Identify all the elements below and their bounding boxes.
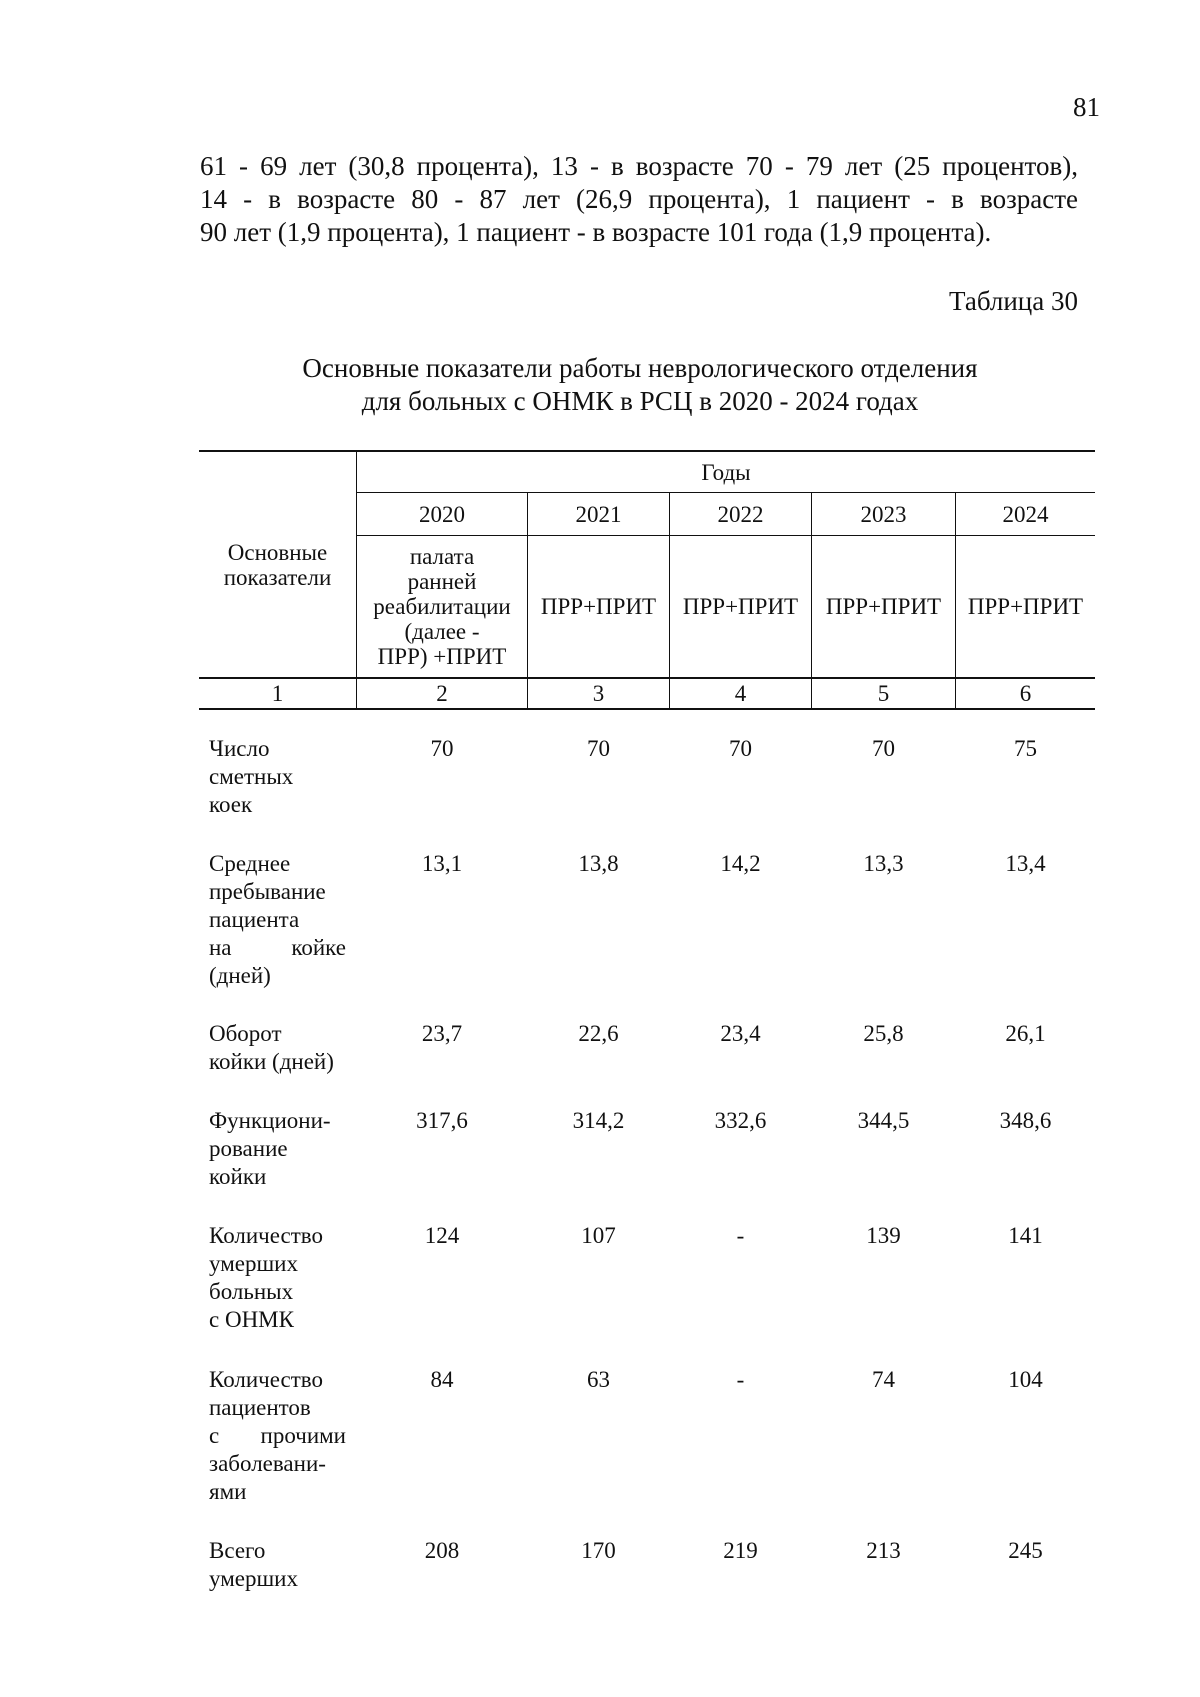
row-value: 13,8: [578, 851, 619, 876]
row-value: 25,8: [863, 1021, 904, 1046]
row-label-line: ями: [209, 1479, 247, 1504]
row-label-line: сметных: [209, 764, 294, 789]
row-value: 63: [587, 1367, 610, 1392]
row-label: [209, 850, 346, 990]
row-label-line: Число: [209, 736, 270, 761]
header-unit-line: реабилитации: [373, 594, 511, 619]
row-label: [209, 1366, 346, 1506]
row-label: [209, 1020, 346, 1076]
row-label-line: с прочими: [209, 1423, 346, 1448]
row-value: 22,6: [578, 1021, 619, 1046]
row-value: 70: [729, 736, 752, 761]
row-label-line: заболевани-: [209, 1451, 326, 1476]
row-label: [209, 1107, 346, 1191]
row-value: 13,3: [863, 851, 904, 876]
row-label-line: (дней): [209, 963, 271, 988]
row-value: 317,6: [416, 1108, 468, 1133]
col-number: 4: [734, 681, 747, 706]
row-value: 23,7: [421, 1021, 463, 1046]
header-unit-2020: [357, 536, 527, 677]
row-value: 219: [723, 1538, 758, 1563]
table-label: Таблица 30: [949, 286, 1078, 316]
row-label-line: на койке: [209, 935, 346, 960]
header-indicators-line: Основные: [227, 539, 328, 565]
header-indicators: [199, 452, 356, 677]
row-label-line: Количество: [209, 1367, 323, 1392]
row-value: 23,4: [720, 1021, 761, 1046]
row-value: 344,5: [857, 1108, 910, 1133]
header-unit-line: (далее -: [404, 619, 480, 644]
row-label-line: Функциони-: [209, 1108, 331, 1133]
row-value: 107: [581, 1223, 616, 1248]
row-value: 314,2: [572, 1108, 625, 1133]
header-years: Годы: [701, 459, 751, 485]
row-label-line: Количество: [209, 1223, 323, 1248]
row-label-line: умерших: [209, 1251, 298, 1276]
intro-line: 61 - 69 лет (30,8 процента), 13 - в возрасте 70 - 79 лет (25 процентов),: [200, 151, 1078, 181]
row-label-line: койки: [209, 1164, 267, 1189]
row-label-line: Среднее: [209, 851, 291, 876]
header-unit-2022: ПРР+ПРИТ: [682, 594, 799, 619]
row-label-line: пациентов: [209, 1395, 311, 1420]
row-value: 124: [424, 1223, 460, 1248]
intro-paragraph: [200, 150, 1078, 249]
row-value: 208: [424, 1538, 460, 1563]
row-value: 14,2: [720, 851, 761, 876]
row-label-line: коек: [209, 792, 253, 817]
header-unit-2023: ПРР+ПРИТ: [825, 594, 942, 619]
table-header: [199, 450, 1095, 710]
col-number: 6: [1019, 681, 1032, 706]
row-value: 139: [866, 1223, 901, 1248]
row-value: 141: [1008, 1223, 1043, 1248]
table-title-line: Основные показатели работы неврологического отделения: [302, 353, 978, 383]
header-unit-line: ПРР) +ПРИТ: [377, 644, 507, 669]
col-number: 3: [592, 681, 605, 706]
col-number: 1: [271, 681, 284, 706]
page-number: 81: [1073, 92, 1100, 122]
row-label: [209, 1537, 346, 1593]
header-unit-2021: ПРР+ПРИТ: [540, 594, 657, 619]
row-value: 13,4: [1005, 851, 1046, 876]
header-year-2021: 2021: [575, 501, 622, 527]
row-value: 104: [1008, 1367, 1043, 1392]
row-label: [209, 1222, 346, 1334]
row-label-line: койки (дней): [209, 1049, 334, 1074]
row-value: -: [736, 1367, 745, 1392]
header-unit-line: палата: [409, 544, 475, 569]
row-value: -: [736, 1223, 745, 1248]
row-label-line: пациента: [209, 907, 300, 932]
row-label-line: пребывание: [209, 879, 326, 904]
header-year-2022: 2022: [717, 501, 764, 527]
table-rule: [199, 708, 1095, 710]
col-number: 2: [436, 681, 448, 706]
header-unit-line: ранней: [407, 569, 477, 594]
row-label-line: рование: [209, 1136, 288, 1161]
row-value: 348,6: [999, 1108, 1052, 1133]
col-number: 5: [877, 681, 890, 706]
header-year-2020: 2020: [419, 501, 465, 527]
header-year-2024: 2024: [1002, 501, 1049, 527]
intro-line: 14 - в возрасте 80 - 87 лет (26,9 процента), 1 пациент - в возрасте: [200, 184, 1078, 214]
row-value: 332,6: [714, 1108, 767, 1133]
table-title-line: для больных с ОНМК в РСЦ в 2020 - 2024 годах: [361, 386, 919, 416]
row-label-line: Оборот: [209, 1021, 282, 1046]
row-value: 70: [587, 736, 610, 761]
row-label-line: больных: [209, 1279, 294, 1304]
row-label: [209, 735, 346, 819]
row-value: 26,1: [1005, 1021, 1046, 1046]
header-indicators-line: показатели: [223, 564, 332, 590]
row-label-line: умерших: [209, 1566, 298, 1591]
row-value: 13,1: [421, 851, 463, 876]
table-title: [200, 352, 1080, 418]
row-label-line: Всего: [209, 1538, 266, 1563]
row-value: 75: [1014, 736, 1037, 761]
intro-line: 90 лет (1,9 процента), 1 пациент - в возрасте 101 года (1,9 процента).: [200, 217, 992, 247]
row-value: 170: [581, 1538, 616, 1563]
header-year-2023: 2023: [860, 501, 907, 527]
row-value: 70: [872, 736, 895, 761]
row-label-line: с ОНМК: [209, 1307, 294, 1332]
header-unit-2024: ПРР+ПРИТ: [967, 594, 1084, 619]
row-value: 213: [866, 1538, 901, 1563]
row-value: 245: [1008, 1538, 1043, 1563]
row-value: 84: [430, 1367, 454, 1392]
row-value: 74: [872, 1367, 895, 1392]
row-value: 70: [430, 736, 454, 761]
